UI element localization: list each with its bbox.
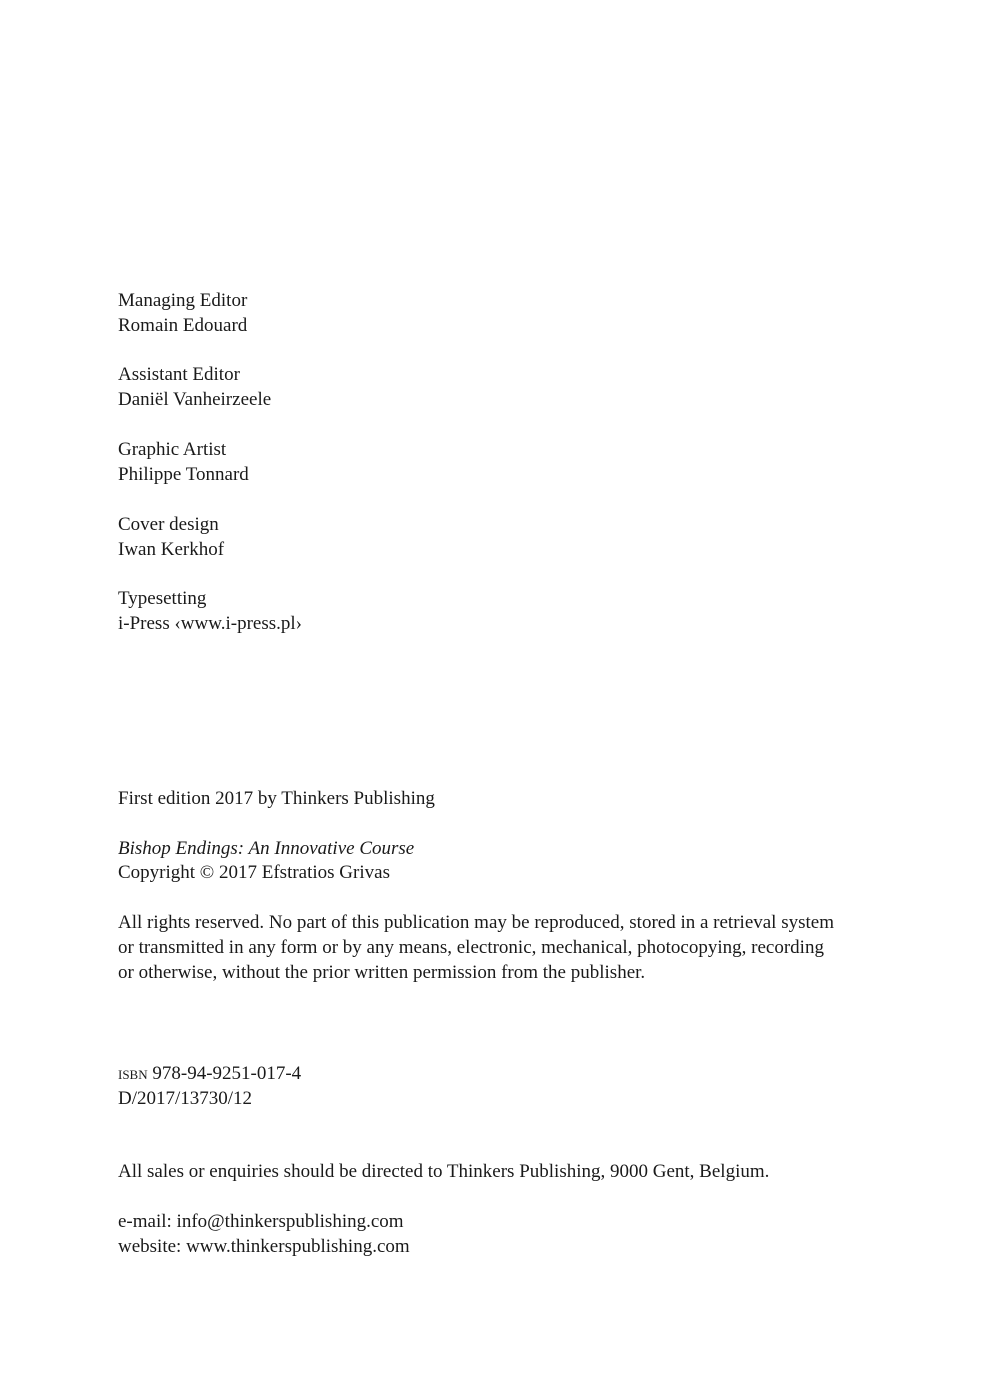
- credit-role-managing-editor: Managing Editor: [118, 290, 248, 311]
- rights-line-2: or transmitted in any form or by any means, electronic, mechanical, photocopying, recording: [118, 937, 824, 958]
- credit-name-assistant-editor: Daniël Vanheirzeele: [118, 389, 272, 410]
- book-title: Bishop Endings: An Innovative Course: [118, 838, 415, 859]
- rights-line-1: All rights reserved. No part of this publication may be reproduced, stored in a retrieval system: [118, 912, 834, 933]
- credit-name-cover-design: Iwan Kerkhof: [118, 539, 225, 560]
- isbn-label: isbn: [118, 1063, 148, 1084]
- isbn-line: [118, 1061, 301, 1086]
- credit-role-typesetting: Typesetting: [118, 588, 207, 609]
- rights-line-3: or otherwise, without the prior written permission from the publisher.: [118, 962, 646, 983]
- copyright-statement: Copyright © 2017 Efstratios Grivas: [118, 862, 390, 883]
- credit-name-graphic-artist: Philippe Tonnard: [118, 464, 249, 485]
- sales-note: All sales or enquiries should be directed to Thinkers Publishing, 9000 Gent, Belgium.: [118, 1161, 770, 1182]
- credit-name-managing-editor: Romain Edouard: [118, 315, 248, 336]
- website-line: website: www.thinkerspublishing.com: [118, 1236, 410, 1257]
- credit-role-cover-design: Cover design: [118, 514, 219, 535]
- legal-deposit: D/2017/13730/12: [118, 1088, 253, 1109]
- credit-role-graphic-artist: Graphic Artist: [118, 439, 227, 460]
- isbn-number: 978-94-9251-017-4: [152, 1063, 302, 1084]
- email-line: e-mail: info@thinkerspublishing.com: [118, 1211, 404, 1232]
- edition-statement: First edition 2017 by Thinkers Publishing: [118, 788, 435, 809]
- credit-role-assistant-editor: Assistant Editor: [118, 364, 240, 385]
- credit-name-typesetting: i-Press ‹www.i-press.pl›: [118, 613, 302, 634]
